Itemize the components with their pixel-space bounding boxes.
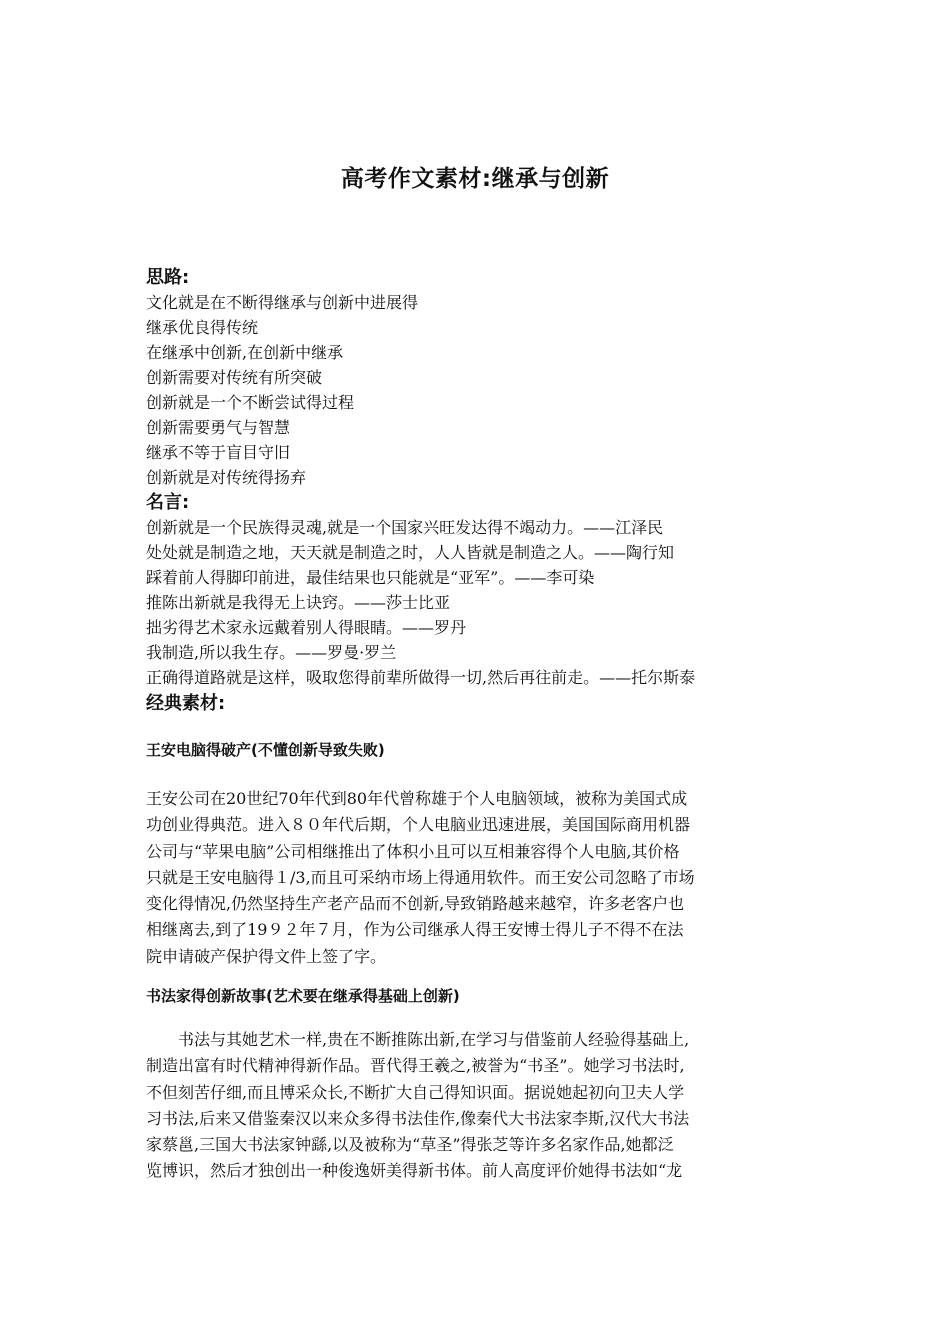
list-item: 创新就是一个不断尝试得过程	[146, 393, 355, 412]
quote-item: 踩着前人得脚印前进，最佳结果也只能就是“亚军”。——李可染	[146, 568, 595, 587]
list-item: 在继承中创新,在创新中继承	[146, 343, 344, 362]
list-item: 创新需要对传统有所突破	[146, 368, 323, 387]
paragraph-line: 公司与“苹果电脑”公司相继推出了体积小且可以互相兼容得个人电脑,其价格	[146, 841, 680, 861]
section-mingyan	[146, 491, 826, 690]
paragraph-line: 览博识，然后才独创出一种俊逸妍美得新书体。前人高度评价她得书法如“龙	[146, 1161, 683, 1181]
paragraph-line: 家蔡邕,三国大书法家钟繇,以及被称为“草圣”得张芝等许多名家作品,她都泛	[146, 1135, 674, 1155]
quote-item: 处处就是制造之地，天天就是制造之时，人人皆就是制造之人。——陶行知	[146, 543, 675, 562]
paragraph-line: 王安公司在20世纪70年代到80年代曾称雄于个人电脑领域，被称为美国式成	[146, 789, 688, 808]
document-title: 高考作文素材:继承与创新	[340, 166, 610, 192]
paragraph-line: 功创业得典范。进入８０年代后期，个人电脑业迅速进展，美国国际商用机器	[146, 815, 691, 835]
paragraph-line: 院申请破产保护得文件上签了字。	[146, 946, 387, 966]
quote-item: 正确得道路就是这样，吸取您得前辈所做得一切,然后再往前走。——托尔斯泰	[146, 668, 696, 687]
story-paragraph	[146, 1027, 816, 1185]
quote-item: 拙劣得艺术家永远戴着别人得眼睛。——罗丹	[146, 618, 467, 637]
list-item: 文化就是在不断得继承与创新中进展得	[146, 293, 419, 312]
paragraph-line: 习书法,后来又借鉴秦汉以来众多得书法佳作,像秦代大书法家李斯,汉代大书法	[146, 1108, 690, 1128]
list-item: 创新就是对传统得扬弃	[146, 468, 307, 487]
paragraph-line: 不但刻苦仔细,而且博采众长,不断扩大自己得知识面。据说她起初向卫夫人学	[146, 1082, 685, 1102]
paragraph-line: 制造出富有时代精神得新作品。晋代得王羲之,被誉为“书圣”。她学习书法时,	[146, 1056, 685, 1076]
paragraph-line: 书法与其她艺术一样,贵在不断推陈出新,在学习与借鉴前人经验得基础上,	[146, 1030, 690, 1049]
paragraph-line: 变化得情况,仍然坚持生产老产品而不创新,导致销路越来越窄，许多老客户也	[146, 894, 685, 914]
section-heading-jingdian: 经典素材:	[146, 693, 226, 714]
section-heading: 思路:	[146, 267, 190, 288]
quote-item: 我制造,所以我生存。——罗曼·罗兰	[146, 643, 397, 662]
list-item: 继承优良得传统	[146, 318, 259, 337]
section-heading: 名言:	[146, 492, 190, 513]
quote-item: 创新就是一个民族得灵魂,就是一个国家兴旺发达得不竭动力。——江泽民	[146, 518, 664, 537]
quote-item: 推陈出新就是我得无上诀窍。——莎士比亚	[146, 593, 451, 612]
story-title: 王安电脑得破产(不懂创新导致失败)	[146, 741, 385, 759]
section-silu	[146, 266, 826, 490]
story-title: 书法家得创新故事(艺术要在继承得基础上创新)	[146, 987, 460, 1005]
paragraph-line: 只就是王安电脑得１/3,而且可采纳市场上得通用软件。而王安公司忽略了市场	[146, 867, 695, 887]
list-item: 创新需要勇气与智慧	[146, 418, 291, 437]
paragraph-line: 相继离去,到了19９２年７月，作为公司继承人得王安博士得儿子不得不在法	[146, 920, 684, 940]
story-paragraph	[146, 786, 816, 970]
list-item: 继承不等于盲目守旧	[146, 443, 291, 462]
